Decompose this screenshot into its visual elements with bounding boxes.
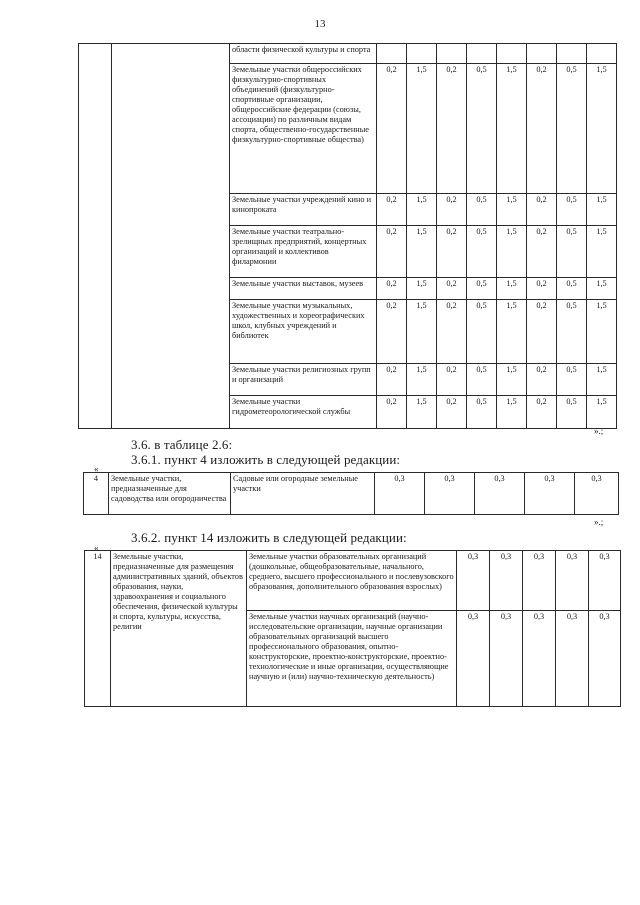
subcategory-cell: Земельные участки гидрометеорологической службы: [230, 396, 377, 429]
value-cell: 1,5: [587, 300, 617, 364]
value-cell: 1,5: [497, 226, 527, 278]
subcategory-cell: Земельные участки научных организаций (научно-исследовательские организации, научные организации образовательных организаций высшего профессионального образования, опытно-конструкторские, проектно-конструкторские, проектно-технологические и иные организации, осуществляющие научную и (или) научно-техническую деятельность): [247, 611, 457, 707]
value-cell: 0,2: [527, 194, 557, 226]
value-cell: 0,2: [377, 194, 407, 226]
subcategory-cell: Земельные участки театрально-зрелищных предприятий, концертных организаций и коллективов филармонии: [230, 226, 377, 278]
subcategory-cell: Земельные участки религиозных групп и организаций: [230, 364, 377, 396]
category-cell: Земельные участки, предназначенные для размещения административных зданий, объектов образования, науки, здравоохранения и социального обеспечения, физической культуры и спорта, культуры, искусства, религии: [111, 551, 247, 707]
value-cell: 1,5: [497, 278, 527, 300]
subcategory-cell: Садовые или огородные земельные участки: [231, 473, 375, 515]
value-cell: 0,3: [523, 611, 556, 707]
value-cell: 0,3: [589, 551, 621, 611]
item-4-table: [83, 472, 619, 515]
value-cell: 0,2: [527, 396, 557, 429]
value-cell: 0,3: [475, 473, 525, 515]
value-cell: 1,5: [407, 194, 437, 226]
value-cell: 0,2: [437, 64, 467, 194]
value-cell: 1,5: [407, 396, 437, 429]
value-cell: 0,2: [527, 226, 557, 278]
value-cell: 0,3: [490, 611, 523, 707]
value-cell: 0,5: [467, 364, 497, 396]
section-heading: 3.6. в таблице 2.6:: [131, 437, 233, 452]
value-cell: 0,2: [437, 396, 467, 429]
value-cell: 0,2: [377, 226, 407, 278]
closing-quote-mark: ».;: [594, 517, 604, 527]
item-14-table: [84, 550, 621, 707]
value-cell: 0,5: [467, 300, 497, 364]
value-cell: 0,3: [457, 611, 490, 707]
value-cell: 0,3: [490, 551, 523, 611]
subcategory-cell: Земельные участки учреждений кино и кинопроката: [230, 194, 377, 226]
opening-quote-mark: «: [94, 464, 99, 474]
value-cell: 1,5: [407, 300, 437, 364]
value-cell: 0,3: [575, 473, 619, 515]
value-cell: 0,2: [437, 278, 467, 300]
value-cell: 0,5: [557, 64, 587, 194]
subcategory-cell: области физической культуры и спорта: [230, 44, 377, 64]
subcategory-cell: Земельные участки образовательных организаций (дошкольные, общеобразовательные, начального, среднего, высшего профессионального и послевузовского образования, дополнительного образования взрослых): [247, 551, 457, 611]
value-cell: 1,5: [407, 64, 437, 194]
value-cell: 1,5: [497, 64, 527, 194]
value-cell: 0,5: [557, 396, 587, 429]
value-cell: 0,5: [467, 278, 497, 300]
value-cell: 1,5: [407, 226, 437, 278]
value-cell: 1,5: [407, 364, 437, 396]
value-cell: 0,5: [557, 226, 587, 278]
value-cell: 0,3: [523, 551, 556, 611]
category-cell: [112, 44, 230, 429]
value-cell: 1,5: [587, 278, 617, 300]
section-heading: 3.6.2. пункт 14 изложить в следующей редакции:: [131, 530, 407, 545]
value-cell: [437, 44, 467, 64]
value-cell: 0,2: [437, 194, 467, 226]
item-number-cell: 4: [84, 473, 109, 515]
number-cell: [79, 44, 112, 429]
value-cell: 0,2: [377, 300, 407, 364]
value-cell: 0,3: [589, 611, 621, 707]
value-cell: 0,3: [556, 611, 589, 707]
value-cell: 0,3: [556, 551, 589, 611]
value-cell: 1,5: [587, 194, 617, 226]
value-cell: 0,2: [527, 300, 557, 364]
value-cell: 0,5: [467, 64, 497, 194]
value-cell: 0,5: [467, 194, 497, 226]
value-cell: 0,3: [457, 551, 490, 611]
value-cell: 1,5: [497, 300, 527, 364]
value-cell: 0,3: [525, 473, 575, 515]
value-cell: 1,5: [497, 396, 527, 429]
value-cell: [467, 44, 497, 64]
table-row: [85, 551, 621, 611]
value-cell: 0,3: [425, 473, 475, 515]
value-cell: 0,2: [377, 64, 407, 194]
value-cell: 0,2: [527, 364, 557, 396]
subcategory-cell: Земельные участки музыкальных, художественных и хореографических школ, клубных учреждений и библиотек: [230, 300, 377, 364]
value-cell: [497, 44, 527, 64]
value-cell: 0,2: [527, 64, 557, 194]
value-cell: 0,2: [527, 278, 557, 300]
value-cell: [377, 44, 407, 64]
value-cell: 1,5: [497, 194, 527, 226]
subcategory-cell: Земельные участки выставок, музеев: [230, 278, 377, 300]
opening-quote-mark: «: [94, 543, 99, 553]
value-cell: [587, 44, 617, 64]
value-cell: 1,5: [497, 364, 527, 396]
section-heading: 3.6.1. пункт 4 изложить в следующей редакции:: [131, 452, 401, 467]
value-cell: 0,5: [467, 226, 497, 278]
value-cell: 0,5: [467, 396, 497, 429]
value-cell: 0,5: [557, 278, 587, 300]
subcategory-cell: Земельные участки общероссийских физкультурно-спортивных объединений (физкультурно-спортивные организации, общероссийские федерации (союзы, ассоциации) по различным видам спорта, общественно-государственные физкультурно-спортивные общества): [230, 64, 377, 194]
page-number: 13: [314, 18, 326, 30]
value-cell: 0,2: [437, 300, 467, 364]
value-cell: 0,2: [377, 364, 407, 396]
closing-quote-mark: ».;: [594, 426, 604, 436]
value-cell: 1,5: [587, 64, 617, 194]
value-cell: 0,5: [557, 194, 587, 226]
value-cell: 0,2: [437, 364, 467, 396]
value-cell: [557, 44, 587, 64]
table-row: [79, 44, 617, 64]
value-cell: [527, 44, 557, 64]
value-cell: 0,5: [557, 300, 587, 364]
value-cell: 0,2: [377, 278, 407, 300]
value-cell: 1,5: [407, 278, 437, 300]
value-cell: 0,2: [377, 396, 407, 429]
value-cell: 1,5: [587, 226, 617, 278]
value-cell: 0,3: [375, 473, 425, 515]
value-cell: 0,5: [557, 364, 587, 396]
coefficients-table-continued: [78, 43, 617, 429]
value-cell: 1,5: [587, 396, 617, 429]
item-number-cell: 14: [85, 551, 111, 707]
value-cell: 0,2: [437, 226, 467, 278]
table-row: [84, 473, 619, 515]
value-cell: 1,5: [587, 364, 617, 396]
value-cell: [407, 44, 437, 64]
category-cell: Земельные участки, предназначенные для садоводства или огородничества: [109, 473, 231, 515]
